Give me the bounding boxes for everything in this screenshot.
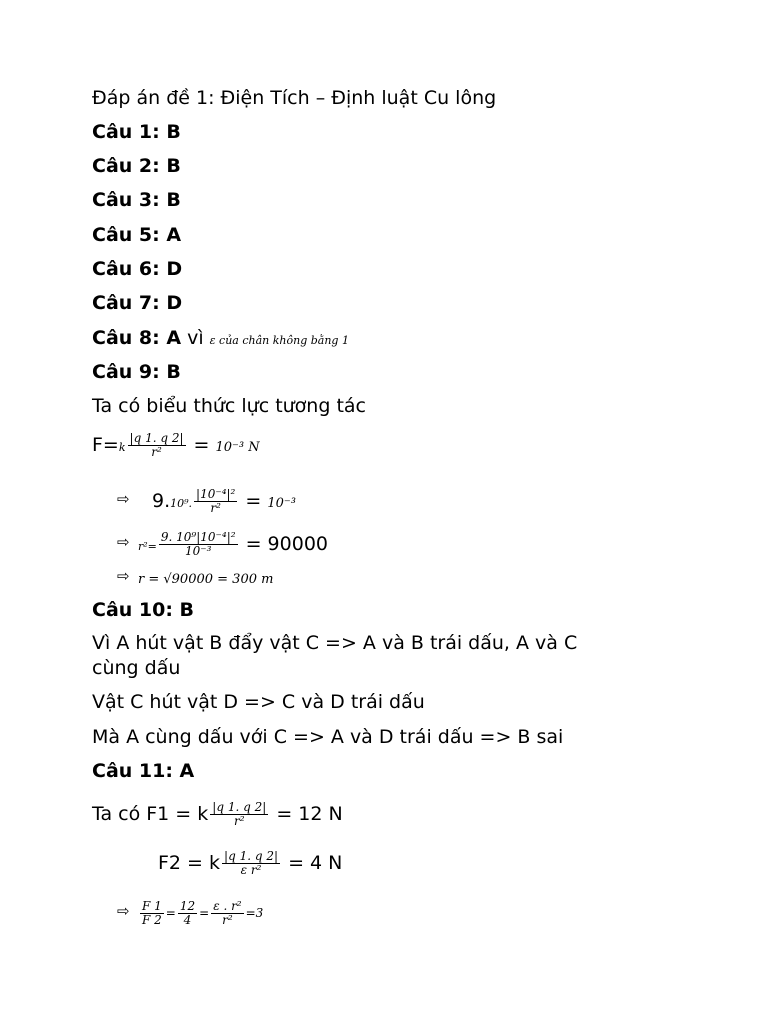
right-arrow-outline-icon: ⇨ bbox=[117, 533, 130, 551]
formula-fraction bbox=[194, 488, 237, 515]
q8-vi: vì bbox=[181, 327, 210, 349]
formula-text: F2 = k bbox=[158, 852, 221, 874]
fraction-numerator: 9. 10⁹|10⁻⁴|² bbox=[160, 530, 236, 544]
answer-line: Câu 1: B bbox=[92, 121, 181, 143]
fraction-denominator: r² bbox=[234, 814, 245, 828]
fraction-denominator: 4 bbox=[183, 913, 192, 927]
formula-text: = 90000 bbox=[245, 533, 328, 555]
fraction-numerator: |q 1. q 2| bbox=[129, 431, 184, 445]
fraction-denominator: r² bbox=[222, 913, 233, 927]
fraction-numerator: |q 1. q 2| bbox=[212, 800, 267, 814]
right-arrow-outline-icon: ⇨ bbox=[117, 902, 130, 920]
q10-explanation: Vật C hút vật D => C và D trái dấu bbox=[92, 691, 425, 713]
formula-text: 9. bbox=[152, 490, 171, 512]
formula-k: k bbox=[118, 441, 126, 454]
formula-text: =3 bbox=[245, 906, 264, 920]
fraction-numerator: F 1 bbox=[142, 899, 162, 913]
fraction-denominator: ε r² bbox=[240, 863, 262, 877]
answer-line-q8 bbox=[92, 327, 349, 352]
formula-fraction bbox=[159, 531, 238, 558]
answer-line: Câu 5: A bbox=[92, 224, 182, 246]
formula-text: 10⁻³ bbox=[267, 496, 296, 511]
formula-text: 10⁹. bbox=[170, 497, 193, 510]
q9-formula-step1 bbox=[152, 488, 296, 515]
answer-line: Câu 2: B bbox=[92, 155, 181, 177]
answer-line: Câu 3: B bbox=[92, 189, 181, 211]
q10-explanation: cùng dấu bbox=[92, 657, 181, 679]
answer-line: Câu 7: D bbox=[92, 292, 183, 314]
formula-fraction bbox=[210, 801, 268, 828]
fraction-numerator: |10⁻⁴|² bbox=[196, 487, 236, 501]
formula-fraction bbox=[178, 900, 197, 927]
formula-fraction bbox=[222, 850, 280, 877]
q9-text: Ta có biểu thức lực tương tác bbox=[92, 395, 366, 417]
formula-text: = bbox=[239, 490, 268, 512]
right-arrow-outline-icon: ⇨ bbox=[117, 490, 130, 508]
fraction-denominator: F 2 bbox=[142, 913, 162, 927]
formula-text: 10⁻³ N bbox=[215, 440, 260, 455]
formula-text: r²= bbox=[138, 540, 157, 553]
q11-formula-ratio: $\frac{F 1}{F 2}$ = $\frac{12}{4}$ = $\frac{\text{ε . r²}}{\text{r²}}$ =3 bbox=[142, 899, 264, 927]
q10-explanation: Vì A hút vật B đẩy vật C => A và B trái dấu, A và C bbox=[92, 632, 578, 654]
fraction-denominator: r² bbox=[210, 501, 221, 515]
answer-line: Câu 10: B bbox=[92, 599, 195, 621]
q8-note: ε của chân không bằng 1 bbox=[209, 334, 349, 347]
formula-text: = 12 N bbox=[276, 803, 343, 825]
fraction-numerator: ε . r² bbox=[213, 899, 242, 913]
fraction-numerator: 12 bbox=[179, 899, 196, 913]
answer-line: Câu 9: B bbox=[92, 361, 181, 383]
formula-fraction bbox=[211, 900, 243, 927]
q11-formula-f1 bbox=[92, 801, 343, 828]
answer-line: Câu 6: D bbox=[92, 258, 183, 280]
fraction-denominator: 10⁻³ bbox=[185, 544, 212, 558]
right-arrow-outline-icon: ⇨ bbox=[117, 567, 130, 585]
fraction-denominator: r² bbox=[151, 445, 162, 459]
fraction-numerator: |q 1. q 2| bbox=[224, 849, 279, 863]
q9-formula-step3: r = √90000 = 300 m bbox=[138, 572, 274, 587]
document-title: Đáp án đề 1: Điện Tích – Định luật Cu lông bbox=[92, 87, 497, 109]
formula-text: = bbox=[187, 434, 216, 456]
q11-formula-f2 bbox=[158, 850, 342, 877]
answer-line: Câu 11: A bbox=[92, 760, 195, 782]
q9-formula-force bbox=[92, 432, 260, 459]
formula-text: F= bbox=[92, 434, 119, 456]
formula-fraction bbox=[140, 900, 164, 927]
formula-text: = 4 N bbox=[288, 852, 343, 874]
q8-label: Câu 8: A bbox=[92, 327, 182, 349]
q10-explanation: Mà A cùng dấu với C => A và D trái dấu => B sai bbox=[92, 726, 564, 748]
q9-formula-step2 bbox=[138, 531, 328, 558]
formula-fraction bbox=[128, 432, 186, 459]
formula-text: Ta có F1 = k bbox=[92, 803, 209, 825]
